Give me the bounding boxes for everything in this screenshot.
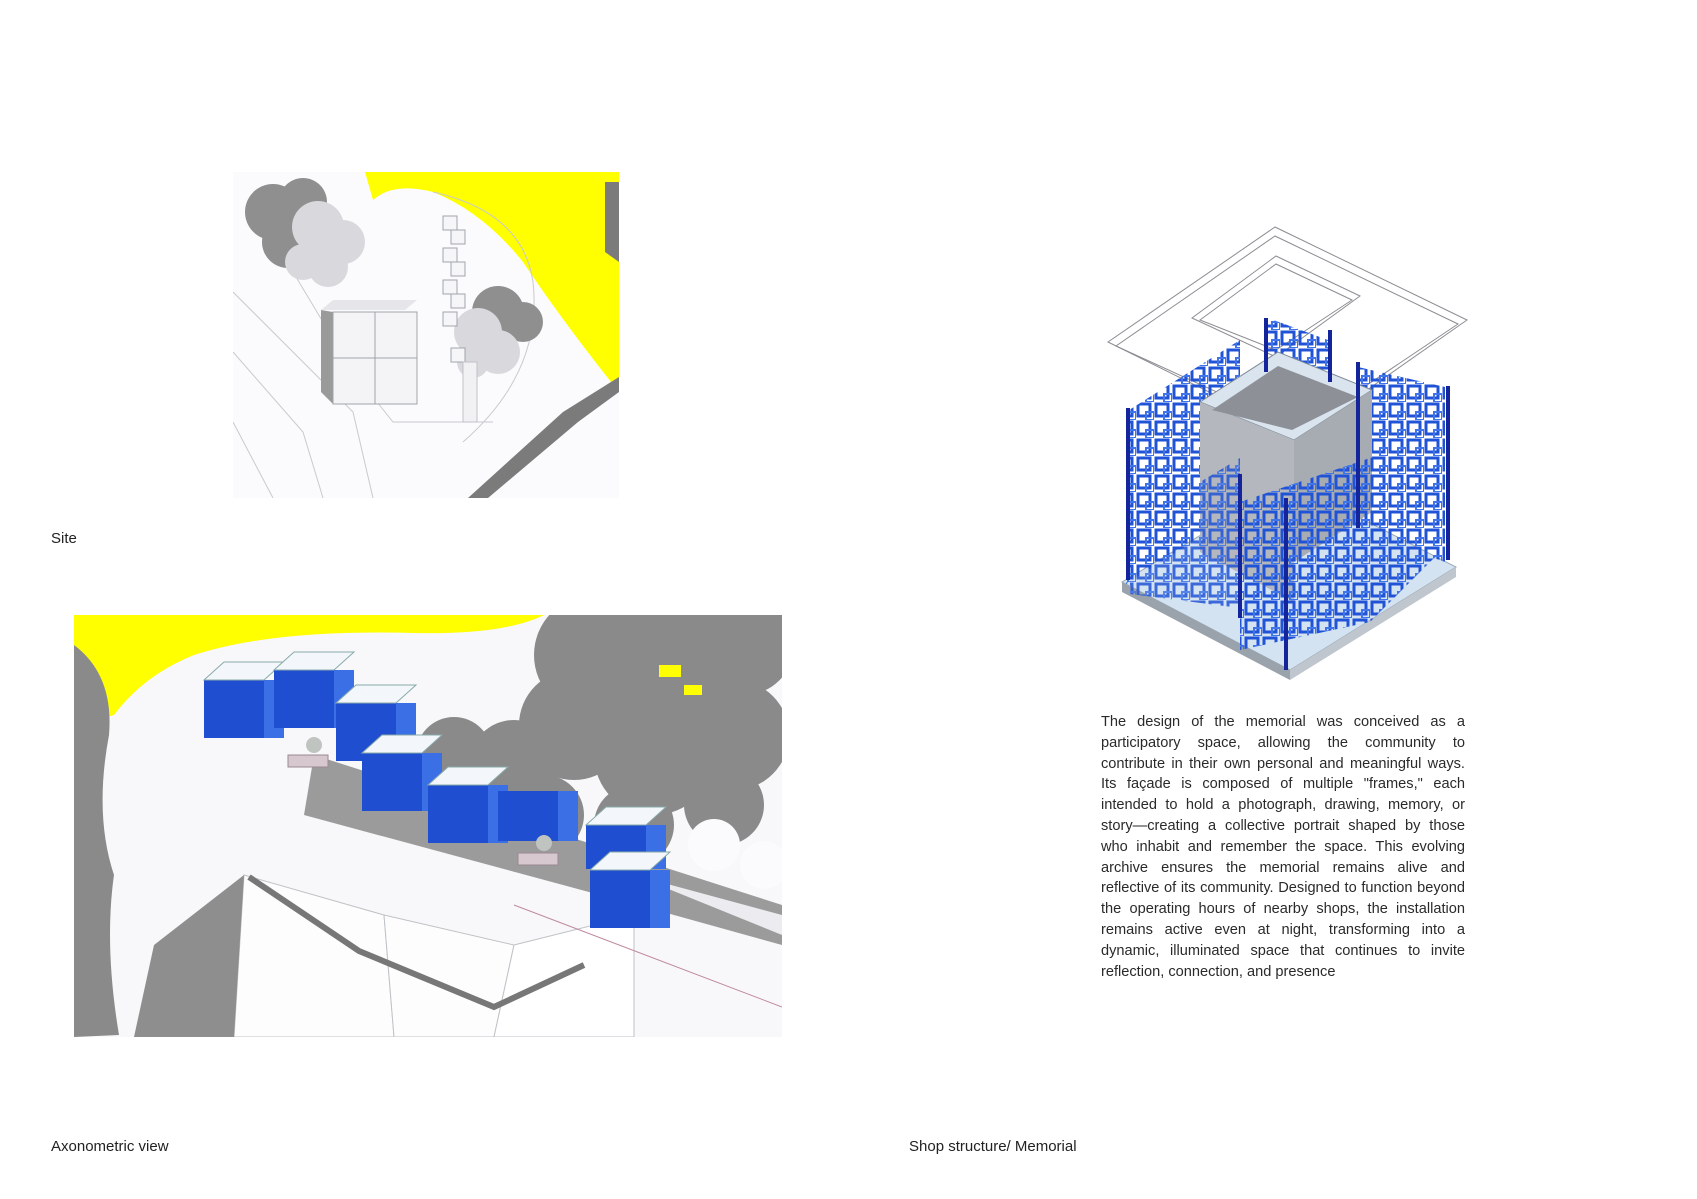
axonometric-drawing [74, 615, 782, 1037]
site-plan-drawing [233, 172, 619, 498]
memorial-structure-image [1100, 222, 1480, 682]
memorial-description: The design of the memorial was conceived as a participatory space, allowing the community to contribute in their own personal and meaningful ways. Its façade is composed of multiple "frames," each intended to hold a photograph, drawing, memory, or story—creating a collective portrait shaped by those who inhabit and remember the space. This evolving archive ensures the memorial remains alive and reflective of its community. Designed to function beyond the operating hours of nearby shops, the installation remains active even at night, transforming into a dynamic, illuminated space that continues to invite reflection, connection, and presence [1101, 714, 1465, 980]
site-plan-image [233, 172, 619, 498]
caption-site: Site [51, 530, 77, 547]
memorial-exploded-axonometric [1100, 222, 1480, 682]
axonometric-view-image [74, 615, 782, 1037]
caption-memorial: Shop structure/ Memorial [909, 1138, 1077, 1155]
caption-axonometric: Axonometric view [51, 1138, 169, 1155]
